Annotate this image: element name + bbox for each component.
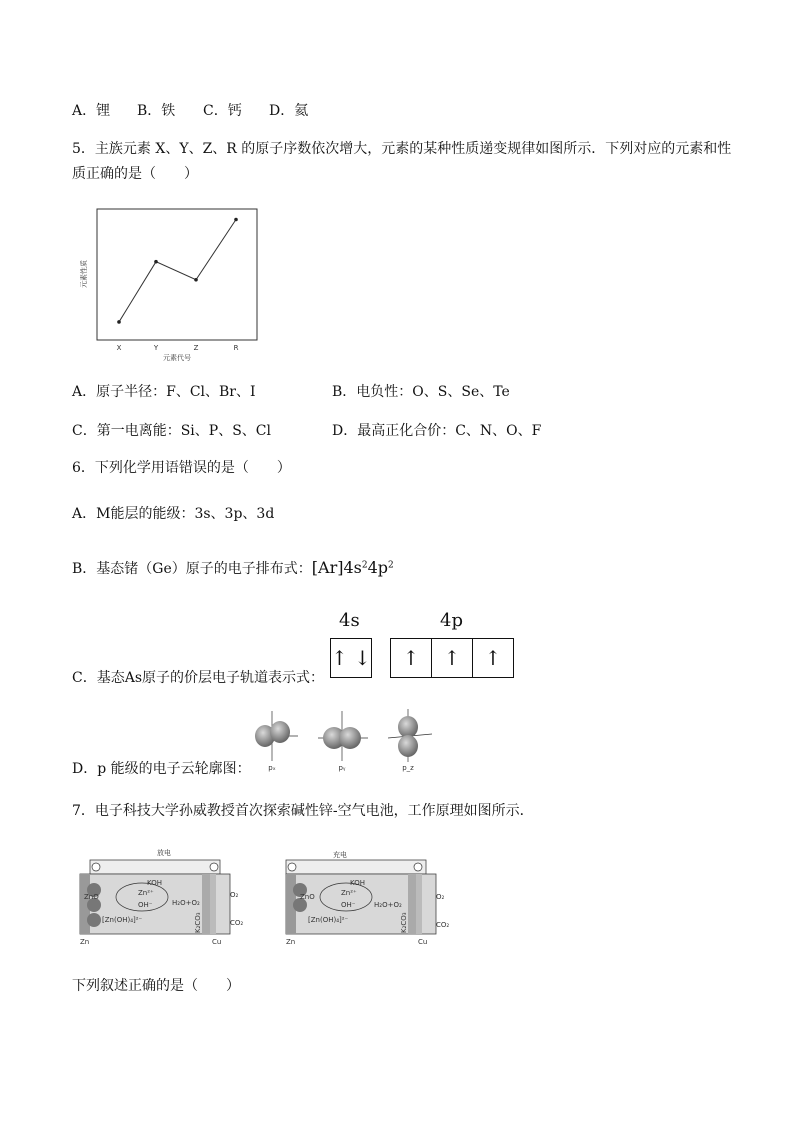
q7-stem: 7．电子科技大学孙威教授首次探索碱性锌-空气电池，工作原理如图所示． (72, 803, 534, 819)
charge-diagram (278, 845, 458, 950)
chart-point-x (117, 320, 121, 324)
chart-ylabel: 元素性质 (80, 260, 88, 288)
charge-k2co3: K₂CO₃ (400, 912, 408, 933)
charge-zn: Zn (286, 938, 296, 946)
chart-frame (97, 209, 257, 340)
p-orbital-figure (250, 706, 445, 774)
q5-stem-line1: 5．主族元素 X、Y、Z、R 的原子序数依次增大，元素的某种性质递变规律如图所示．下列对应的元素和性 (72, 141, 732, 157)
discharge-diagram (72, 845, 252, 950)
chart-xlabel: 元素代号 (163, 354, 191, 362)
q4-option-a: A．锂 (72, 103, 111, 119)
q6-stem: 6．下列化学用语错误的是（ ） (72, 460, 291, 476)
orbital-diagram (320, 604, 516, 682)
property-trend-chart (72, 200, 272, 365)
q5-option-b: B．电负性：O、S、Se、Te (332, 384, 510, 400)
charge-o2: O₂ (436, 893, 445, 901)
charge-co2: CO₂ (436, 921, 450, 929)
discharge-h2o-o2: H₂O+O₂ (172, 899, 200, 907)
charge-koh: KOH (350, 879, 365, 887)
orbital-4s-label: 4s (339, 610, 360, 631)
charge-oh: OH⁻ (341, 901, 356, 909)
charge-h2o-o2: H₂O+O₂ (374, 901, 402, 909)
orbital-4p-label: 4p (440, 610, 463, 631)
q5-option-d: D．最高正化合价：C、N、O、F (332, 423, 542, 439)
q5-option-c: C．第一电离能：Si、P、S、Cl (72, 423, 271, 439)
orbital-4p-box-2: ↑ (431, 638, 473, 678)
charge-zn2: Zn²⁺ (341, 889, 357, 897)
discharge-co2: CO₂ (230, 919, 244, 927)
orbital-4p-box-3: ↑ (472, 638, 514, 678)
discharge-zincate: [Zn(OH)₄]²⁻ (102, 916, 143, 924)
ge-config-part1: [Ar]4s (311, 558, 362, 577)
charge-zincate: [Zn(OH)₄]²⁻ (308, 916, 349, 924)
ge-config-sup1: 2 (361, 560, 368, 571)
discharge-cu: Cu (212, 938, 222, 946)
chart-xtick-r: R (233, 344, 239, 352)
q4-option-b: B．铁 (137, 103, 176, 119)
charge-cu: Cu (418, 938, 428, 946)
chart-point-z (194, 278, 198, 282)
q6-option-b-prefix: B．基态锗（Ge）原子的电子排布式： (72, 561, 312, 577)
orbital-4s-box: ↑ ↓ (330, 638, 372, 678)
q6-option-b (72, 558, 394, 578)
charge-zno: ZnO (300, 893, 315, 901)
q5-option-a: A．原子半径：F、Cl、Br、I (72, 384, 256, 400)
discharge-zn: Zn (80, 938, 90, 946)
q4-option-d: D．氦 (269, 103, 309, 119)
px-orbital (255, 711, 298, 772)
py-label: pᵧ (338, 764, 346, 772)
q5-stem-line2: 质正确的是（ ） (72, 166, 198, 182)
ge-config-sup2: 2 (388, 560, 394, 571)
chart-series-line (119, 220, 236, 322)
discharge-o2: O₂ (230, 891, 239, 899)
charge-title: 充电 (333, 851, 347, 859)
q7-follow-question: 下列叙述正确的是（ ） (72, 978, 240, 994)
discharge-zno: ZnO (84, 893, 99, 901)
discharge-oh: OH⁻ (138, 901, 153, 909)
py-orbital (318, 711, 368, 772)
discharge-k2co3: K₂CO₃ (194, 912, 202, 933)
q6-option-c: C．基态As原子的价层电子轨道表示式： (72, 670, 325, 686)
orbital-4p-box-1: ↑ (390, 638, 432, 678)
pz-label: p_z (402, 764, 414, 772)
discharge-zn2: Zn²⁺ (138, 889, 154, 897)
chart-xtick-x: X (116, 344, 122, 352)
q6-option-d: D．p 能级的电子云轮廓图： (72, 761, 251, 777)
q4-option-c: C．钙 (203, 103, 242, 119)
discharge-title: 放电 (157, 849, 171, 857)
q6-option-a: A．M能层的能级：3s、3p、3d (72, 506, 275, 522)
discharge-koh: KOH (147, 879, 162, 887)
chart-xtick-z: Z (193, 344, 199, 352)
chart-point-y (154, 260, 158, 264)
chart-point-r (234, 218, 238, 222)
px-label: pₓ (268, 764, 276, 772)
chart-xtick-y: Y (153, 344, 159, 352)
pz-orbital (388, 709, 432, 772)
ge-config-part2: 4p (367, 558, 388, 577)
